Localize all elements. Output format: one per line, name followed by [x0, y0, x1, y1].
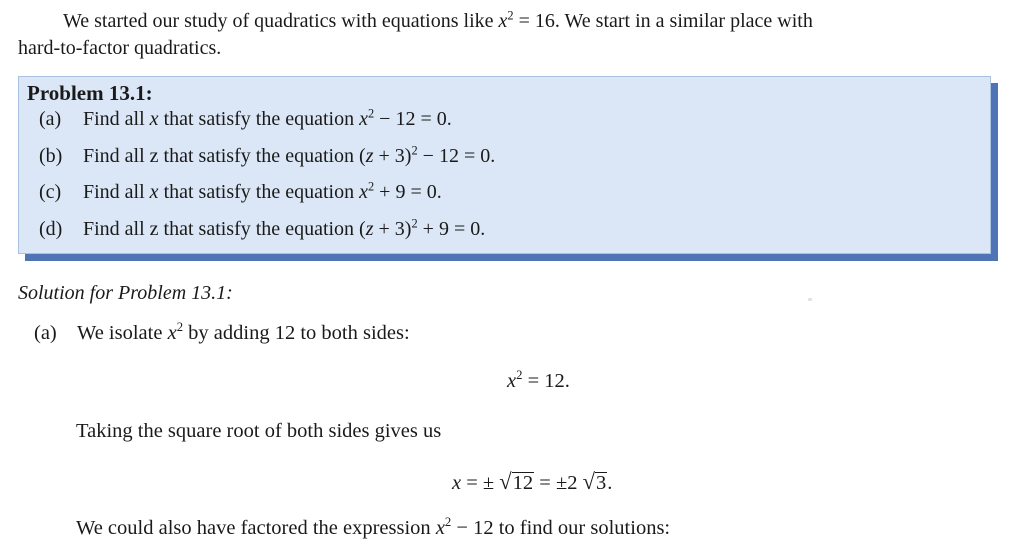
- item-eq-rest: + 9 = 0.: [417, 218, 486, 240]
- radicand-12: 12: [512, 472, 534, 494]
- item-eq-var: x: [359, 181, 368, 203]
- scan-speck: [808, 298, 812, 301]
- problem-item-c: [39, 181, 442, 204]
- eq2-lhs: x: [452, 472, 462, 494]
- factored-text: We could also have factored the expression: [76, 517, 436, 539]
- item-eq-exp: 2: [411, 143, 418, 158]
- intro-text-2: = 16. We start in a similar place with: [513, 10, 813, 32]
- item-eq-rest: − 12 = 0.: [417, 145, 496, 167]
- intro-line-1: [63, 8, 813, 35]
- factored-line: [76, 517, 670, 540]
- item-text: that satisfy the equation: [158, 181, 360, 203]
- eq2-mid: = ±: [461, 472, 500, 494]
- item-eq-var: x: [359, 108, 368, 130]
- item-eq-exp: 2: [411, 216, 418, 231]
- equation-1: [507, 370, 570, 393]
- taking-text: Taking the square root of both sides gives us: [76, 420, 442, 442]
- item-text: + 3): [373, 218, 412, 240]
- solution-a-label: (a): [34, 322, 57, 344]
- item-var: z: [365, 145, 374, 167]
- solution-a-text: We isolate: [77, 322, 168, 344]
- eq2-mid2: = ±2: [534, 472, 583, 494]
- item-text: + 3): [373, 145, 412, 167]
- problem-title: Problem 13.1:: [27, 81, 153, 105]
- intro-var: x: [498, 10, 508, 32]
- intro-text-3: hard-to-factor quadratics.: [18, 37, 222, 59]
- eq1-exp: 2: [516, 368, 523, 383]
- item-label: (c): [39, 181, 62, 203]
- item-text: that satisfy the equation: [158, 108, 360, 130]
- factored-text-after: − 12 to find our solutions:: [451, 517, 671, 539]
- solution-a-text-after: by adding 12 to both sides:: [183, 322, 410, 344]
- equation-2: [452, 469, 612, 495]
- eq1-var: x: [507, 370, 517, 392]
- item-var: z: [365, 218, 374, 240]
- radical-icon: √: [499, 469, 512, 494]
- factored-var: x: [435, 517, 445, 539]
- solution-a-var: x: [167, 322, 177, 344]
- solution-a-line: [34, 322, 410, 345]
- eq1-rest: = 12.: [522, 370, 570, 392]
- sqrt-3: [583, 469, 608, 495]
- intro-text-1: We started our study of quadratics with equations like: [63, 10, 499, 32]
- item-eq-rest: − 12 = 0.: [374, 108, 452, 130]
- item-eq-exp: 2: [367, 179, 375, 194]
- solution-a-exp: 2: [176, 320, 184, 335]
- item-var: x: [149, 181, 159, 203]
- radicand-3: 3: [595, 472, 607, 494]
- item-text: Find all z that satisfy the equation (: [83, 218, 366, 240]
- problem-item-b: [39, 145, 495, 168]
- item-eq-exp: 2: [367, 106, 375, 121]
- factored-exp: 2: [444, 515, 452, 530]
- item-eq-rest: + 9 = 0.: [374, 181, 442, 203]
- problem-item-d: [39, 218, 485, 241]
- solution-title: Solution for Problem 13.1:: [18, 282, 233, 304]
- sqrt-12: [499, 469, 534, 495]
- item-var: x: [149, 108, 159, 130]
- problem-item-a: [39, 108, 452, 131]
- radical-icon: √: [582, 469, 595, 494]
- item-text: Find all: [83, 181, 150, 203]
- item-text: Find all: [83, 108, 150, 130]
- item-label: (b): [39, 145, 63, 167]
- intro-exp: 2: [507, 8, 514, 23]
- eq2-end: .: [607, 472, 613, 494]
- item-label: (a): [39, 108, 62, 130]
- item-label: (d): [39, 218, 63, 240]
- item-text: Find all z that satisfy the equation (: [83, 145, 366, 167]
- intro-line-2: [18, 35, 221, 62]
